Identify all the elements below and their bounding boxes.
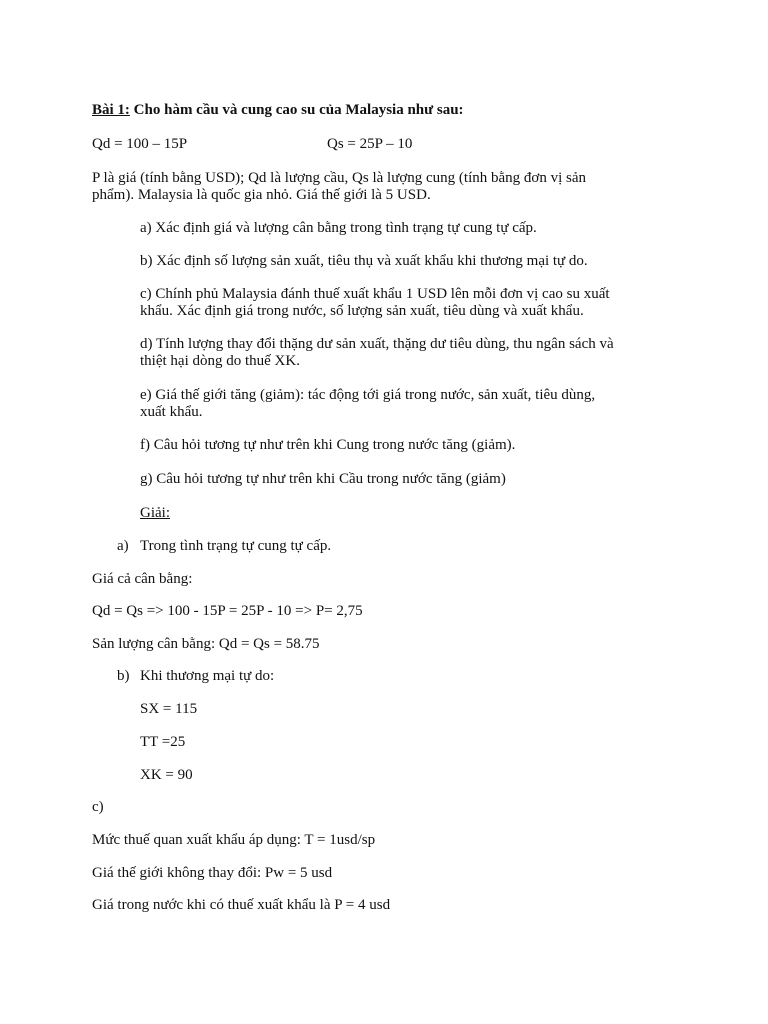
production-value: SX = 115 bbox=[140, 701, 198, 717]
export-value: XK = 90 bbox=[140, 767, 193, 783]
equation-row bbox=[92, 136, 592, 153]
question-a: a) Xác định giá và lượng cân bằng trong tình trạng tự cung tự cấp. bbox=[140, 220, 537, 236]
world-price: Giá thế giới không thay đổi: Pw = 5 usd bbox=[92, 865, 333, 881]
solution-heading: Giải: bbox=[140, 505, 170, 521]
solution-c-label: c) bbox=[92, 799, 104, 815]
intro-line-2: phẩm). Malaysia là quốc gia nhỏ. Giá thế giới là 5 USD. bbox=[92, 187, 431, 203]
question-d-line-2: thiệt hại dòng do thuế XK. bbox=[140, 353, 300, 369]
supply-equation: Qs = 25P – 10 bbox=[327, 136, 413, 152]
solution-b-text: Khi thương mại tự do: bbox=[140, 668, 275, 684]
solution-a-marker: a) bbox=[117, 538, 129, 554]
equilibrium-price-calc: Qd = Qs => 100 - 15P = 25P - 10 => P= 2,75 bbox=[92, 603, 363, 619]
question-g: g) Câu hỏi tương tự như trên khi Cầu trong nước tăng (giảm) bbox=[140, 471, 506, 487]
export-tariff: Mức thuế quan xuất khẩu áp dụng: T = 1usd/sp bbox=[92, 832, 376, 848]
question-c-line-2: khẩu. Xác định giá trong nước, số lượng sản xuất, tiêu dùng và xuất khẩu. bbox=[140, 303, 584, 319]
consumption-value: TT =25 bbox=[140, 734, 186, 750]
problem-title bbox=[92, 102, 464, 119]
equilibrium-quantity: Sản lượng cân bằng: Qd = Qs = 58.75 bbox=[92, 636, 320, 652]
problem-title-text: Cho hàm cầu và cung cao su của Malaysia như sau: bbox=[129, 102, 464, 118]
solution-a-text: Trong tình trạng tự cung tự cấp. bbox=[140, 538, 332, 554]
problem-number: Bài 1: bbox=[92, 102, 130, 118]
question-d-line-1: d) Tính lượng thay đổi thặng dư sản xuất, thặng dư tiêu dùng, thu ngân sách và bbox=[140, 336, 614, 352]
solution-b-marker: b) bbox=[117, 668, 130, 684]
intro-line-1: P là giá (tính bằng USD); Qd là lượng cầu, Qs là lượng cung (tính bằng đơn vị sản bbox=[92, 170, 587, 186]
question-b: b) Xác định số lượng sản xuất, tiêu thụ và xuất khẩu khi thương mại tự do. bbox=[140, 253, 588, 269]
question-c-line-1: c) Chính phủ Malaysia đánh thuế xuất khẩu 1 USD lên mỗi đơn vị cao su xuất bbox=[140, 286, 610, 302]
question-e-line-1: e) Giá thế giới tăng (giảm): tác động tới giá trong nước, sản xuất, tiêu dùng, bbox=[140, 387, 596, 403]
demand-equation: Qd = 100 – 15P bbox=[92, 136, 188, 152]
equilibrium-price-label: Giá cả cân bằng: bbox=[92, 571, 193, 587]
question-f: f) Câu hỏi tương tự như trên khi Cung trong nước tăng (giảm). bbox=[140, 437, 516, 453]
question-e-line-2: xuất khẩu. bbox=[140, 404, 203, 420]
domestic-price: Giá trong nước khi có thuế xuất khẩu là P = 4 usd bbox=[92, 897, 391, 913]
